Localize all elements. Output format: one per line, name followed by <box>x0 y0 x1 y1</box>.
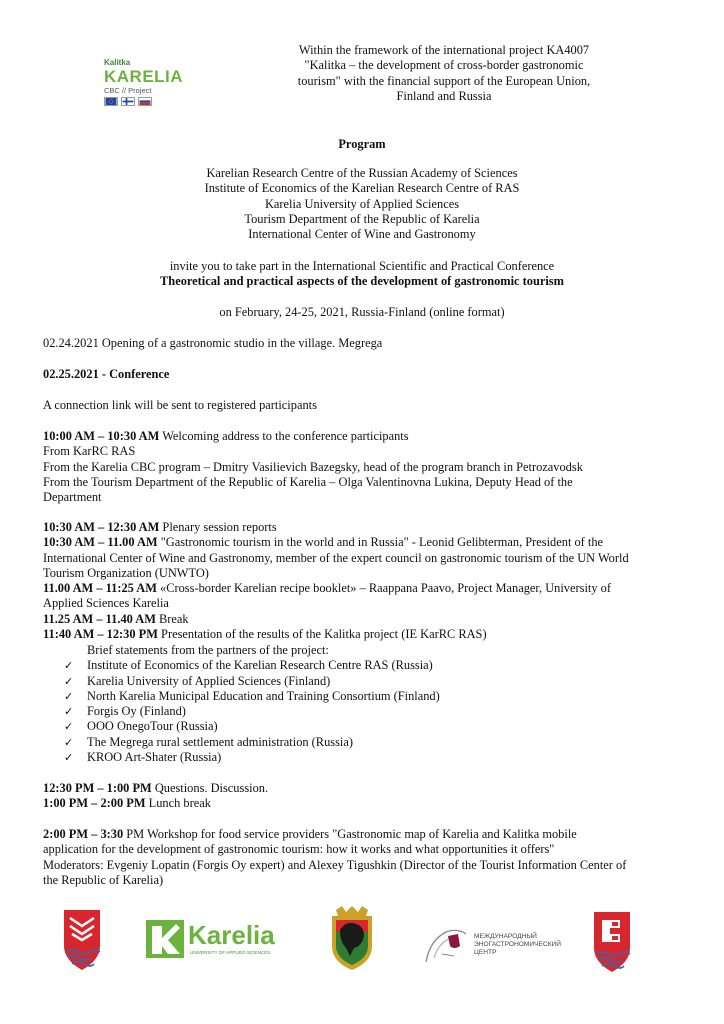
header-line: Within the framework of the international project KA4007 <box>298 43 590 57</box>
organizer: Institute of Economics of the Karelian Research Centre of RAS <box>204 181 520 196</box>
checkmark-icon: ✓ <box>64 720 74 734</box>
wine-center-icon <box>424 926 468 964</box>
conference-day-label: - Conference <box>98 367 170 381</box>
organizer: International Center of Wine and Gastronomy <box>248 227 476 242</box>
agenda-line: application for the development of gastronomic tourism: how it works and what opportunities it offers" <box>43 842 555 857</box>
flag-row <box>104 97 214 106</box>
header-line: Finland and Russia <box>396 88 492 103</box>
agenda-time: 11:40 AM – 12:30 PM <box>43 627 158 642</box>
checkmark-icon: ✓ <box>64 705 74 719</box>
logo-big-text: KARELIA <box>104 67 184 86</box>
welcome-line: From the Karelia CBC program – Dmitry Vasilievich Bazegsky, head of the program branch in Petrozavodsk <box>43 459 583 474</box>
agenda-item <box>43 781 683 796</box>
karelia-uas-name: Karelia <box>188 920 275 950</box>
partner-name: OOO OnegoTour (Russia) <box>87 719 218 734</box>
list-item <box>64 689 664 704</box>
agenda-title: Presentation of the results of the Kalitka project (IE KarRC RAS) <box>157 627 487 642</box>
welcome-line: From KarRC RAS <box>43 444 136 459</box>
agenda-item <box>43 535 683 550</box>
wine-center-line: ЦЕНТР <box>474 949 497 956</box>
conference-title: Theoretical and practical aspects of the development of gastronomic tourism <box>160 274 564 289</box>
agenda-item <box>43 627 683 642</box>
agenda-title: PM Workshop for food service providers "Gastronomic map of Karelia and Kalitka mobile <box>123 827 577 841</box>
agenda-time: 11.25 AM – 11.40 AM <box>43 611 156 626</box>
agenda-item <box>43 520 683 535</box>
plenary-section <box>43 520 683 642</box>
agenda-title: "Gastronomic tourism in the world and in Russia" - Leonid Gelibterman, President of the <box>157 535 604 550</box>
agenda-line: the Republic of Karelia) <box>43 872 164 887</box>
finland-flag-icon <box>121 97 135 106</box>
checkmark-icon: ✓ <box>64 735 74 749</box>
partner-name: Institute of Economics of the Karelian Research Centre RAS (Russia) <box>87 658 433 673</box>
partner-name: The Megrega rural settlement administration (Russia) <box>87 734 353 749</box>
agenda-title: «Cross-border Karelian recipe booklet» – Raappana Paavo, Project Manager, University of <box>156 581 611 596</box>
invitation <box>0 259 724 290</box>
partner-name: North Karelia Municipal Education and Training Consortium (Finland) <box>87 688 440 703</box>
organizer: Karelia University of Applied Sciences <box>264 196 460 211</box>
wine-center-line: ЭНОГАСТРОНОМИЧЕСКИЙ <box>474 941 561 948</box>
agenda-line: Tourism Organization (UNWTO) <box>43 565 209 580</box>
agenda-time: 10:30 AM – 11.00 AM <box>43 535 158 550</box>
organizer: Tourism Department of the Republic of Karelia <box>244 211 480 226</box>
checkmark-icon: ✓ <box>64 659 74 673</box>
agenda-item <box>43 581 683 596</box>
conference-day-date: 02.25.2021 <box>43 367 99 381</box>
karelia-uas-subtitle: UNIVERSITY OF APPLIED SCIENCES <box>190 950 271 955</box>
karrc-emblem-logo <box>62 908 102 972</box>
list-item <box>64 750 664 765</box>
list-item <box>64 719 664 734</box>
agenda-title: Questions. Discussion. <box>151 781 269 795</box>
agenda-line: International Center of Wine and Gastronomy, member of the expert council on gastronomic tourism of the UN World <box>43 550 629 565</box>
agenda-line: Moderators: Evgeniy Lopatin (Forgis Oy expert) and Alexey Tigushkin (Director of the Tourist Information Center of <box>43 857 627 872</box>
agenda-title: Lunch break <box>145 796 211 811</box>
agenda-time: 10:30 AM – 12:30 AM <box>43 520 160 534</box>
afternoon-section <box>43 781 683 812</box>
karelia-coat-of-arms-logo <box>328 906 376 972</box>
agenda-time: 2:00 PM – 3:30 <box>43 827 124 841</box>
eu-flag-icon <box>104 97 118 106</box>
logo-small-text: Kalitka <box>104 58 131 67</box>
partners-intro: Brief statements from the partners of the project: <box>87 643 329 657</box>
ie-karrc-emblem-logo <box>592 910 632 974</box>
checkmark-icon: ✓ <box>64 751 74 765</box>
agenda-item <box>43 429 683 444</box>
connection-note: A connection link will be sent to registered participants <box>43 398 317 412</box>
header-line: tourism" with the financial support of the European Union, <box>297 73 591 88</box>
conference-day-heading <box>43 367 683 382</box>
welcome-line: Department <box>43 490 102 505</box>
agenda-item <box>43 796 683 811</box>
partner-name: Karelia University of Applied Sciences (Finland) <box>87 673 331 688</box>
partners-list <box>64 643 664 765</box>
agenda-title: Plenary session reports <box>159 520 277 534</box>
list-item <box>64 735 664 750</box>
organizer: Karelian Research Centre of the Russian Academy of Sciences <box>206 166 518 180</box>
logo-sub-text: CBC // Project <box>104 86 152 95</box>
welcome-line: From the Tourism Department of the Republic of Karelia – Olga Valentinovna Lukina, Deputy Head of the <box>43 474 573 489</box>
checkmark-icon: ✓ <box>64 674 74 688</box>
agenda-title: Break <box>155 611 189 626</box>
organizers-list <box>0 166 724 242</box>
workshop-section <box>43 827 683 888</box>
agenda-item <box>43 827 683 842</box>
wine-center-name <box>474 933 561 957</box>
invite-line: invite you to take part in the International Scientific and Practical Conference <box>169 259 555 273</box>
list-item <box>64 704 664 719</box>
program-title: Program <box>338 137 386 151</box>
partner-name: Forgis Oy (Finland) <box>87 704 186 719</box>
list-item <box>64 658 664 673</box>
conference-date: on February, 24-25, 2021, Russia-Finland (online format) <box>219 305 505 319</box>
welcome-section <box>43 429 683 505</box>
partner-name: KROO Art-Shater (Russia) <box>87 750 222 765</box>
agenda-time: 12:30 PM – 1:00 PM <box>43 781 152 795</box>
russia-flag-icon <box>138 97 152 106</box>
header-line: "Kalitka – the development of cross-border gastronomic <box>304 58 584 73</box>
agenda-time: 1:00 PM – 2:00 PM <box>43 796 146 811</box>
wine-center-line: МЕЖДУНАРОДНЫЙ <box>474 933 537 940</box>
agenda-title: Welcoming address to the conference participants <box>159 429 409 443</box>
kalitka-karelia-logo <box>104 58 214 122</box>
opening-line: 02.24.2021 Opening of a gastronomic studio in the village. Megrega <box>43 336 383 350</box>
agenda-time: 10:00 AM – 10:30 AM <box>43 429 160 443</box>
project-statement <box>270 43 618 104</box>
agenda-item <box>43 612 683 627</box>
checkmark-icon: ✓ <box>64 689 74 703</box>
agenda-line: Applied Sciences Karelia <box>43 596 169 611</box>
agenda-time: 11.00 AM – 11:25 AM <box>43 581 157 596</box>
list-item <box>64 674 664 689</box>
